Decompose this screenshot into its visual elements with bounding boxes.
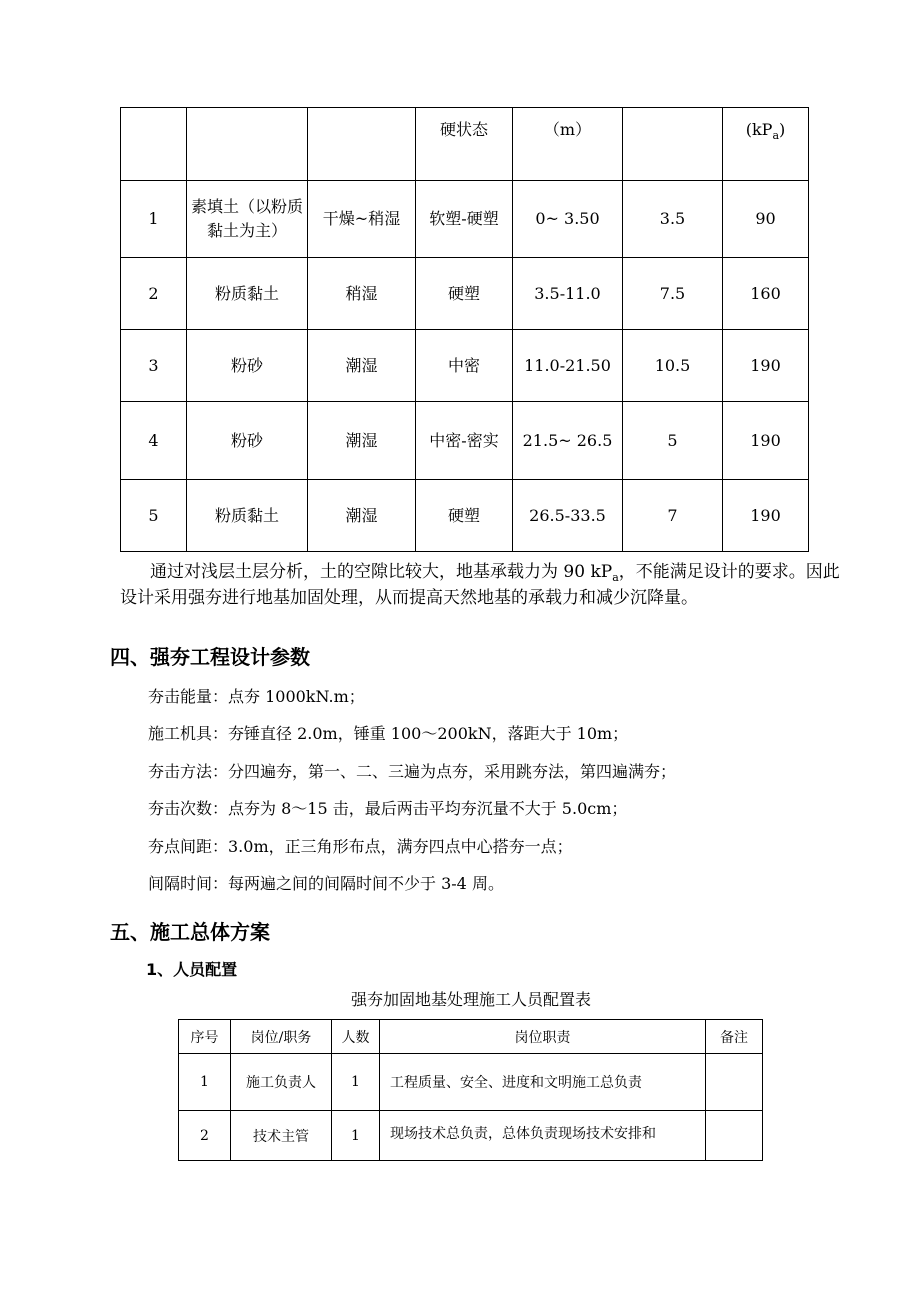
header-cell bbox=[187, 108, 308, 181]
section-5-heading: 五、施工总体方案 bbox=[110, 920, 270, 944]
soil-name: 粉砂 bbox=[187, 330, 308, 402]
soil-name: 粉砂 bbox=[187, 402, 308, 480]
staff-post: 施工负责人 bbox=[231, 1054, 332, 1111]
soil-thickness: 7.5 bbox=[623, 258, 723, 330]
param-blows: 夯击次数：点夯为 8～15 击，最后两击平均夯沉量不大于 5.0cm； bbox=[148, 799, 628, 818]
row-no: 5 bbox=[121, 480, 187, 552]
soil-thickness: 7 bbox=[623, 480, 723, 552]
soil-state: 软塑-硬塑 bbox=[416, 181, 513, 258]
soil-bearing: 190 bbox=[723, 330, 809, 402]
soil-depth: 21.5~ 26.5 bbox=[513, 402, 623, 480]
soil-thickness: 10.5 bbox=[623, 330, 723, 402]
staff-duty: 工程质量、安全、进度和文明施工总负责 bbox=[380, 1054, 706, 1111]
soil-depth: 11.0-21.50 bbox=[513, 330, 623, 402]
staff-no: 1 bbox=[179, 1054, 231, 1111]
soil-moisture: 稍湿 bbox=[308, 258, 416, 330]
header-cell-state: 硬状态 bbox=[416, 108, 513, 181]
soil-bearing: 160 bbox=[723, 258, 809, 330]
param-equipment: 施工机具：夯锤直径 2.0m，锤重 100～200kN，落距大于 10m； bbox=[148, 724, 629, 743]
soil-state: 中密 bbox=[416, 330, 513, 402]
soil-thickness: 5 bbox=[623, 402, 723, 480]
table-row bbox=[121, 480, 809, 552]
soil-bearing: 90 bbox=[723, 181, 809, 258]
soil-depth: 3.5-11.0 bbox=[513, 258, 623, 330]
soil-thickness: 3.5 bbox=[623, 181, 723, 258]
header-cell-bearing: $(kP_a)$ bbox=[723, 108, 809, 181]
staff-table-header-row bbox=[179, 1020, 763, 1054]
table-row bbox=[179, 1111, 763, 1161]
table-row bbox=[121, 402, 809, 480]
row-no: 4 bbox=[121, 402, 187, 480]
soil-moisture: 干燥~稍湿 bbox=[308, 181, 416, 258]
soil-name: 素填土（以粉质黏土为主） bbox=[187, 181, 308, 258]
param-interval: 间隔时间：每两遍之间的间隔时间不少于 3-4 周。 bbox=[148, 874, 504, 893]
header-cell bbox=[308, 108, 416, 181]
soil-state: 中密-密实 bbox=[416, 402, 513, 480]
param-method: 夯击方法：分四遍夯，第一、二、三遍为点夯，采用跳夯法，第四遍满夯； bbox=[148, 762, 677, 781]
param-spacing: 夯点间距：3.0m，正三角形布点，满夯四点中心搭夯一点； bbox=[148, 837, 573, 856]
staff-table-caption: 强夯加固地基处理施工人员配置表 bbox=[350, 990, 591, 1009]
table-row bbox=[121, 258, 809, 330]
row-no: 1 bbox=[121, 181, 187, 258]
soil-bearing: 190 bbox=[723, 480, 809, 552]
header-cell: 岗位职责 bbox=[380, 1020, 706, 1054]
header-cell-depth: （m） bbox=[513, 108, 623, 181]
table-row bbox=[121, 181, 809, 258]
soil-depth: 0~ 3.50 bbox=[513, 181, 623, 258]
subsection-staffing-heading: 1、人员配置 bbox=[146, 960, 238, 979]
param-energy: 夯击能量：点夯 1000kN.m； bbox=[148, 687, 365, 706]
table-row bbox=[121, 330, 809, 402]
soil-name: 粉质黏土 bbox=[187, 258, 308, 330]
soil-state: 硬塑 bbox=[416, 258, 513, 330]
soil-depth: 26.5-33.5 bbox=[513, 480, 623, 552]
soil-moisture: 潮湿 bbox=[308, 330, 416, 402]
soil-name: 粉质黏土 bbox=[187, 480, 308, 552]
table-row bbox=[179, 1054, 763, 1111]
row-no: 3 bbox=[121, 330, 187, 402]
staff-note bbox=[706, 1054, 763, 1111]
soil-bearing: 190 bbox=[723, 402, 809, 480]
staff-table bbox=[178, 1019, 763, 1161]
header-cell: 人数 bbox=[332, 1020, 380, 1054]
header-cell: 备注 bbox=[706, 1020, 763, 1054]
soil-layer-table bbox=[120, 107, 809, 552]
soil-state: 硬塑 bbox=[416, 480, 513, 552]
header-cell bbox=[121, 108, 187, 181]
soil-moisture: 潮湿 bbox=[308, 480, 416, 552]
header-cell: 序号 bbox=[179, 1020, 231, 1054]
staff-duty: 现场技术总负责，总体负责现场技术安排和 bbox=[380, 1111, 706, 1161]
soil-moisture: 潮湿 bbox=[308, 402, 416, 480]
section-4-heading: 四、强夯工程设计参数 bbox=[110, 645, 310, 669]
header-cell: 岗位/职务 bbox=[231, 1020, 332, 1054]
analysis-paragraph: 通过对浅层土层分析，土的空隙比较大，地基承载力为 90 $kP_a$，不能满足设计的要求。因此设计采用强夯进行地基加固处理，从而提高天然地基的承载力和减少沉降量。 bbox=[120, 562, 840, 608]
header-cell bbox=[623, 108, 723, 181]
soil-table-header-row bbox=[121, 108, 809, 181]
row-no: 2 bbox=[121, 258, 187, 330]
staff-count: 1 bbox=[332, 1111, 380, 1161]
staff-note bbox=[706, 1111, 763, 1161]
staff-count: 1 bbox=[332, 1054, 380, 1111]
staff-no: 2 bbox=[179, 1111, 231, 1161]
staff-post: 技术主管 bbox=[231, 1111, 332, 1161]
